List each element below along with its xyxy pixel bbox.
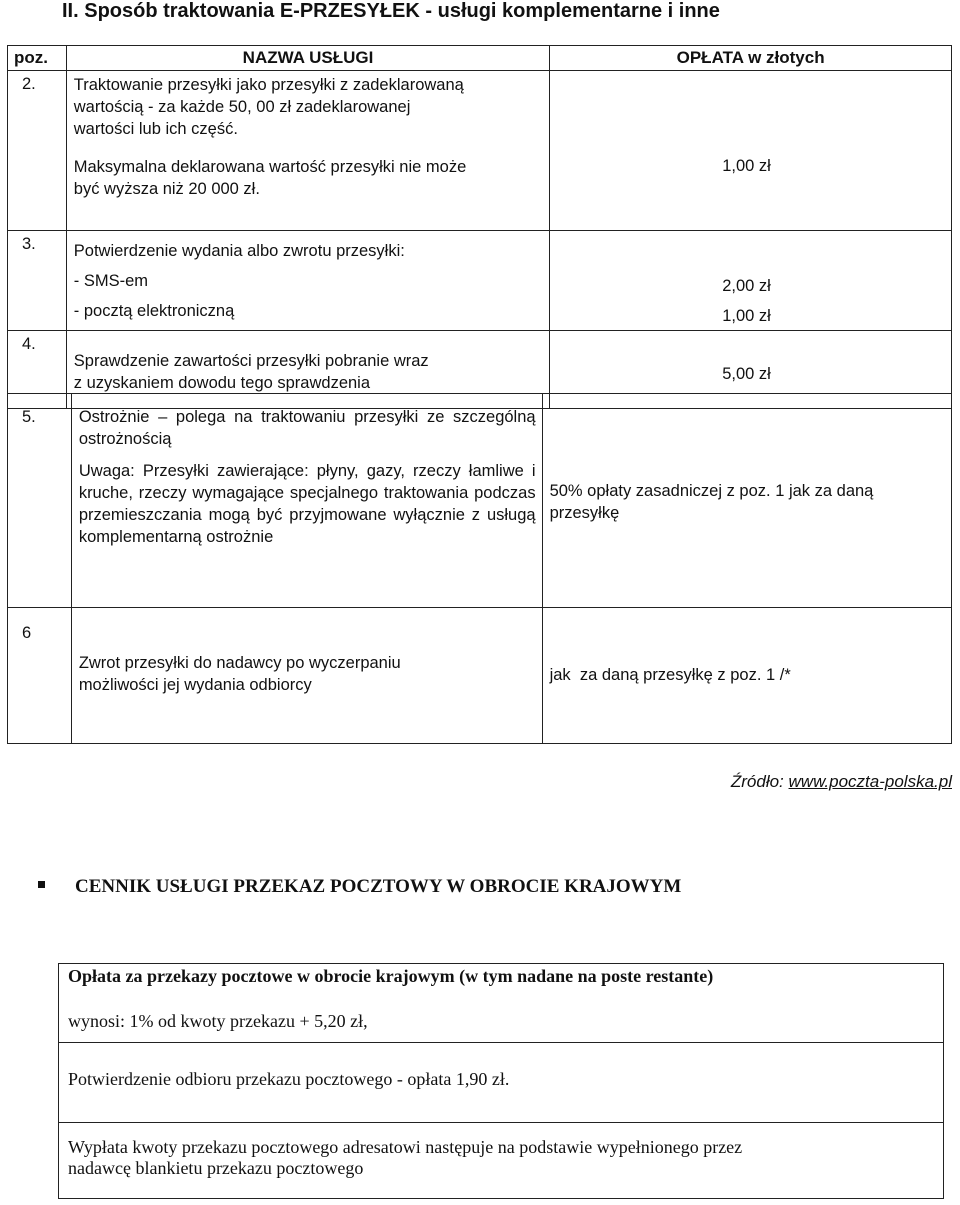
source-note (731, 772, 952, 792)
row-number: 4. (8, 331, 67, 409)
service-description (71, 394, 542, 608)
col-header-pos: poz. (8, 46, 67, 71)
section-heading-text: CENNIK USŁUGI PRZEKAZ POCZTOWY W OBROCIE KRAJOWYM (75, 876, 682, 897)
fee-value: 2,00 zł (722, 277, 771, 295)
fee-cell (550, 231, 952, 331)
money-order-table (58, 963, 944, 1199)
table-row (59, 964, 944, 1043)
service-note: Maksymalna deklarowana wartość przesyłki nie może (73, 158, 467, 176)
services-table-continued (7, 393, 952, 744)
table-row (8, 608, 952, 744)
service-description (66, 231, 549, 331)
service-option: - SMS-em (73, 272, 149, 290)
service-line: wartości lub ich część. (73, 120, 238, 138)
fee-value: 1,00 zł (722, 307, 771, 325)
service-line: możliwości jej wydania odbiorcy (78, 676, 312, 694)
service-line: Potwierdzenie wydania albo zwrotu przesyłki: (73, 242, 405, 260)
section-heading (38, 876, 681, 898)
source-label: Źródło: (730, 772, 784, 791)
fee-info-line: wynosi: 1% od kwoty przekazu + 5,20 zł, (68, 1011, 368, 1031)
col-header-service: NAZWA USŁUGI (66, 46, 549, 71)
fee-cell (542, 608, 951, 744)
table-header-row (8, 46, 952, 71)
table-row (59, 1123, 944, 1199)
source-link[interactable]: www.poczta-polska.pl (788, 772, 952, 791)
fee-info-title: Opłata za przekazy pocztowe w obrocie krajowym (w tym nadane na poste restante) (68, 966, 714, 986)
fee-info-line: Wypłata kwoty przekazu pocztowego adresatowi następuje na podstawie wypełnionego przez (68, 1137, 743, 1157)
fee-info-cell (59, 1123, 944, 1199)
fee-value: 5,00 zł (722, 365, 771, 383)
fee-info-line: Potwierdzenie odbioru przekazu pocztowego - opłata 1,90 zł. (68, 1069, 510, 1089)
section-title: II. Sposób traktowania E-PRZESYŁEK - usługi komplementarne i inne (62, 0, 720, 22)
service-line: wartością - za każde 50, 00 zł zadeklarowanej (73, 98, 411, 116)
row-number: 3. (8, 231, 67, 331)
col-header-fee: OPŁATA w złotych (550, 46, 952, 71)
table-row (8, 394, 952, 608)
service-line: Traktowanie przesyłki jako przesyłki z zadeklarowaną (73, 76, 464, 94)
bullet-icon (38, 881, 45, 888)
service-note: być wyższa niż 20 000 zł. (73, 180, 260, 198)
fee-cell (542, 394, 951, 608)
fee-info-cell (59, 1043, 944, 1123)
table-row (8, 71, 952, 231)
fee-info-line: nadawcę blankietu przekazu pocztowego (68, 1158, 364, 1178)
fee-value: 1,00 zł (722, 157, 771, 175)
table-row (59, 1043, 944, 1123)
row-number: 2. (8, 71, 67, 231)
row-number: 5. (8, 394, 72, 608)
service-option: - pocztą elektroniczną (73, 302, 235, 320)
row-number: 6 (8, 608, 72, 744)
table-row (8, 231, 952, 331)
fee-value: 50% opłaty zasadniczej z poz. 1 jak za daną przesyłkę (549, 482, 874, 522)
service-description (71, 608, 542, 744)
fee-cell (550, 71, 952, 231)
service-line: Sprawdzenie zawartości przesyłki pobranie wraz (73, 352, 429, 370)
fee-value: jak za daną przesyłkę z poz. 1 /* (549, 666, 791, 684)
service-line: z uzyskaniem dowodu tego sprawdzenia (73, 374, 371, 392)
service-note: Uwaga: Przesyłki zawierające: płyny, gazy, rzeczy łamliwe i kruche, rzeczy wymagające specjalnego traktowania podczas przemieszczania mogą być przyjmowane wyłącznie z usługą komplementarną ostrożnie (78, 462, 536, 546)
service-line: Zwrot przesyłki do nadawcy po wyczerpaniu (78, 654, 401, 672)
service-line: Ostrożnie – polega na traktowaniu przesyłki ze szczególną ostrożnością (78, 408, 536, 448)
services-table (7, 45, 952, 409)
service-description (66, 71, 549, 231)
fee-info-cell (59, 964, 944, 1043)
